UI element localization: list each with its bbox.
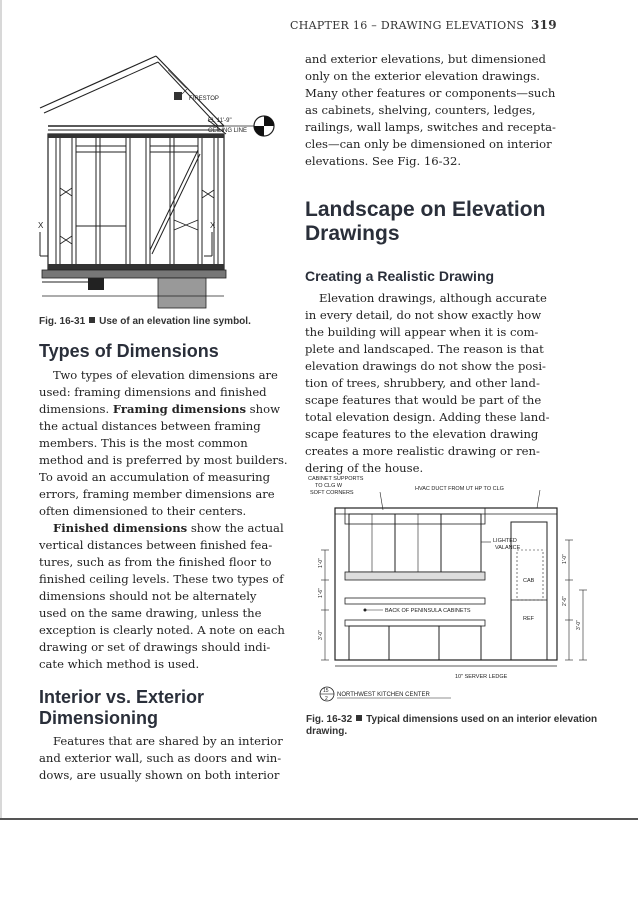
left-column bbox=[39, 341, 294, 784]
ceiling-line-label: CEILING LINE bbox=[208, 128, 248, 134]
section-x-right: X bbox=[210, 221, 216, 230]
text-line: To avoid an accumulation of measuring bbox=[39, 470, 271, 484]
text-line: method and is preferred by most builders. bbox=[39, 453, 288, 467]
text-line: tion of trees, shrubbery, and other land- bbox=[305, 376, 540, 390]
figure-16-31-framing-elevation bbox=[38, 50, 278, 312]
server-ledge-label: 10" SERVER LEDGE bbox=[455, 674, 508, 680]
kitchen-title: NORTHWEST KITCHEN CENTER bbox=[337, 692, 430, 698]
right-column bbox=[305, 51, 597, 477]
text-line: Elevation drawings, although accurate bbox=[319, 291, 547, 305]
text-line: cate which method is used. bbox=[39, 657, 200, 671]
realistic-paragraph bbox=[305, 290, 597, 477]
figure-16-31-text: Use of an elevation line symbol. bbox=[99, 316, 251, 327]
text-line: exception is clearly noted. A note on each bbox=[39, 623, 285, 637]
text-line: scape features to the elevation drawing bbox=[305, 427, 539, 441]
text-line: scape features that would be part of the bbox=[305, 393, 542, 407]
back-of-cabinets-label: BACK OF PENINSULA CABINETS bbox=[385, 608, 471, 614]
scan-shadow-bottom bbox=[0, 818, 638, 820]
text-line: the building will appear when it is com- bbox=[305, 325, 539, 339]
text-line: drawing or set of drawings should indi- bbox=[39, 640, 271, 654]
text-line: plete and landscaped. The reason is that bbox=[305, 342, 544, 356]
title-sheet-number: 2 bbox=[325, 696, 328, 702]
realistic-drawing-heading: Creating a Realistic Drawing bbox=[305, 268, 495, 284]
caption-square-icon bbox=[356, 715, 362, 721]
cabinet-supports-line-1: CABINET SUPPORTS bbox=[308, 476, 364, 482]
dim-right-1: 1'-0" bbox=[562, 554, 568, 564]
page-number: 319 bbox=[531, 18, 557, 32]
text-line: Finished dimensions show the actual bbox=[53, 521, 284, 535]
text-line: Many other features or components—such bbox=[305, 86, 556, 100]
text-line: railings, wall lamps, switches and recepta- bbox=[305, 120, 556, 134]
figure-16-32-number: Fig. 16-32 bbox=[306, 714, 353, 725]
landscape-heading-line-1: Landscape on Elevation bbox=[305, 198, 546, 221]
text-line: in every detail, do not show exactly how bbox=[305, 308, 542, 322]
continued-paragraph bbox=[305, 51, 597, 170]
title-detail-number: 15 bbox=[323, 688, 329, 694]
firestop-label: FIRESTOP bbox=[189, 96, 219, 102]
text-line: Features that are shared by an interior bbox=[53, 734, 283, 748]
text-line: dimensions should not be alternately bbox=[39, 589, 257, 603]
text-line: Two types of elevation dimensions are bbox=[53, 368, 278, 382]
text-line: dimensions. Framing dimensions show bbox=[39, 402, 281, 416]
text-line: dering of the house. bbox=[305, 461, 424, 475]
types-paragraph bbox=[39, 367, 294, 520]
dim-left-1: 1'-0" bbox=[318, 558, 324, 568]
figure-16-32-text: Typical dimensions used on an interior elevation drawing. bbox=[306, 714, 598, 737]
text-line: and exterior wall, such as doors and win- bbox=[39, 751, 282, 765]
text-line: tures, such as from the finished floor to bbox=[39, 555, 272, 569]
elevation-label: EL 11'-9" bbox=[208, 118, 232, 124]
cabinet-supports-line-3: SOFT CORNERS bbox=[310, 490, 354, 496]
text-line: used: framing dimensions and finished bbox=[39, 385, 267, 399]
hvac-duct-label: HVAC DUCT FROM UT HP TO CLG bbox=[415, 486, 504, 492]
caption-square-icon bbox=[89, 317, 95, 323]
figure-16-31-caption bbox=[39, 316, 299, 328]
cabinet-supports-line-2: TO CLG W bbox=[315, 483, 343, 489]
figure-16-32-caption bbox=[306, 714, 606, 738]
lighted-valance-line-1: LIGHTED bbox=[493, 538, 517, 544]
text-line: finished ceiling levels. These two types of bbox=[39, 572, 284, 586]
types-of-dimensions-heading: Types of Dimensions bbox=[39, 341, 219, 361]
text-line: elevation drawings do not show the posi- bbox=[305, 359, 546, 373]
figure-16-32-kitchen-elevation bbox=[305, 470, 595, 710]
dim-left-2: 1'-6" bbox=[318, 588, 324, 598]
text-line: often dimensioned to their centers. bbox=[39, 504, 247, 518]
text-line: the actual distances between framing bbox=[39, 419, 261, 433]
cab-label: CAB bbox=[523, 578, 535, 584]
text-line: only on the exterior elevation drawings. bbox=[305, 69, 540, 83]
ref-label: REF bbox=[523, 616, 534, 622]
text-line: cles—can only be dimensioned on interior bbox=[305, 137, 552, 151]
text-line: elevations. See Fig. 16-32. bbox=[305, 154, 462, 168]
section-x-left: X bbox=[38, 221, 44, 230]
text-line: total elevation design. Adding these land- bbox=[305, 410, 550, 424]
text-line: creates a more realistic drawing or ren- bbox=[305, 444, 540, 458]
landscape-heading-line-2: Drawings bbox=[305, 222, 400, 245]
text-line: errors, framing member dimensions are bbox=[39, 487, 275, 501]
lighted-valance-line-2: VALANCE bbox=[495, 545, 521, 551]
text-line: dows, are usually shown on both interior bbox=[39, 768, 280, 782]
scan-shadow-left bbox=[0, 0, 2, 820]
dim-right-2: 2'-6" bbox=[562, 596, 568, 606]
interior-paragraph bbox=[39, 733, 294, 784]
text-line: as cabinets, shelving, counters, ledges, bbox=[305, 103, 536, 117]
text-line: and exterior elevations, but dimensioned bbox=[305, 52, 546, 66]
running-header bbox=[290, 18, 557, 32]
text-line: vertical distances between finished fea- bbox=[39, 538, 273, 552]
finished-paragraph bbox=[39, 520, 294, 673]
dim-right-3: 3'-0" bbox=[576, 620, 582, 630]
interior-exterior-heading: Interior vs. Exterior Dimensioning bbox=[39, 687, 205, 728]
chapter-title: CHAPTER 16 – DRAWING ELEVATIONS bbox=[290, 19, 525, 32]
landscape-heading bbox=[305, 198, 597, 246]
figure-16-31-number: Fig. 16-31 bbox=[39, 316, 86, 327]
dim-left-3: 3'-0" bbox=[318, 630, 324, 640]
text-line: members. This is the most common bbox=[39, 436, 248, 450]
text-line: used on the same drawing, unless the bbox=[39, 606, 262, 620]
